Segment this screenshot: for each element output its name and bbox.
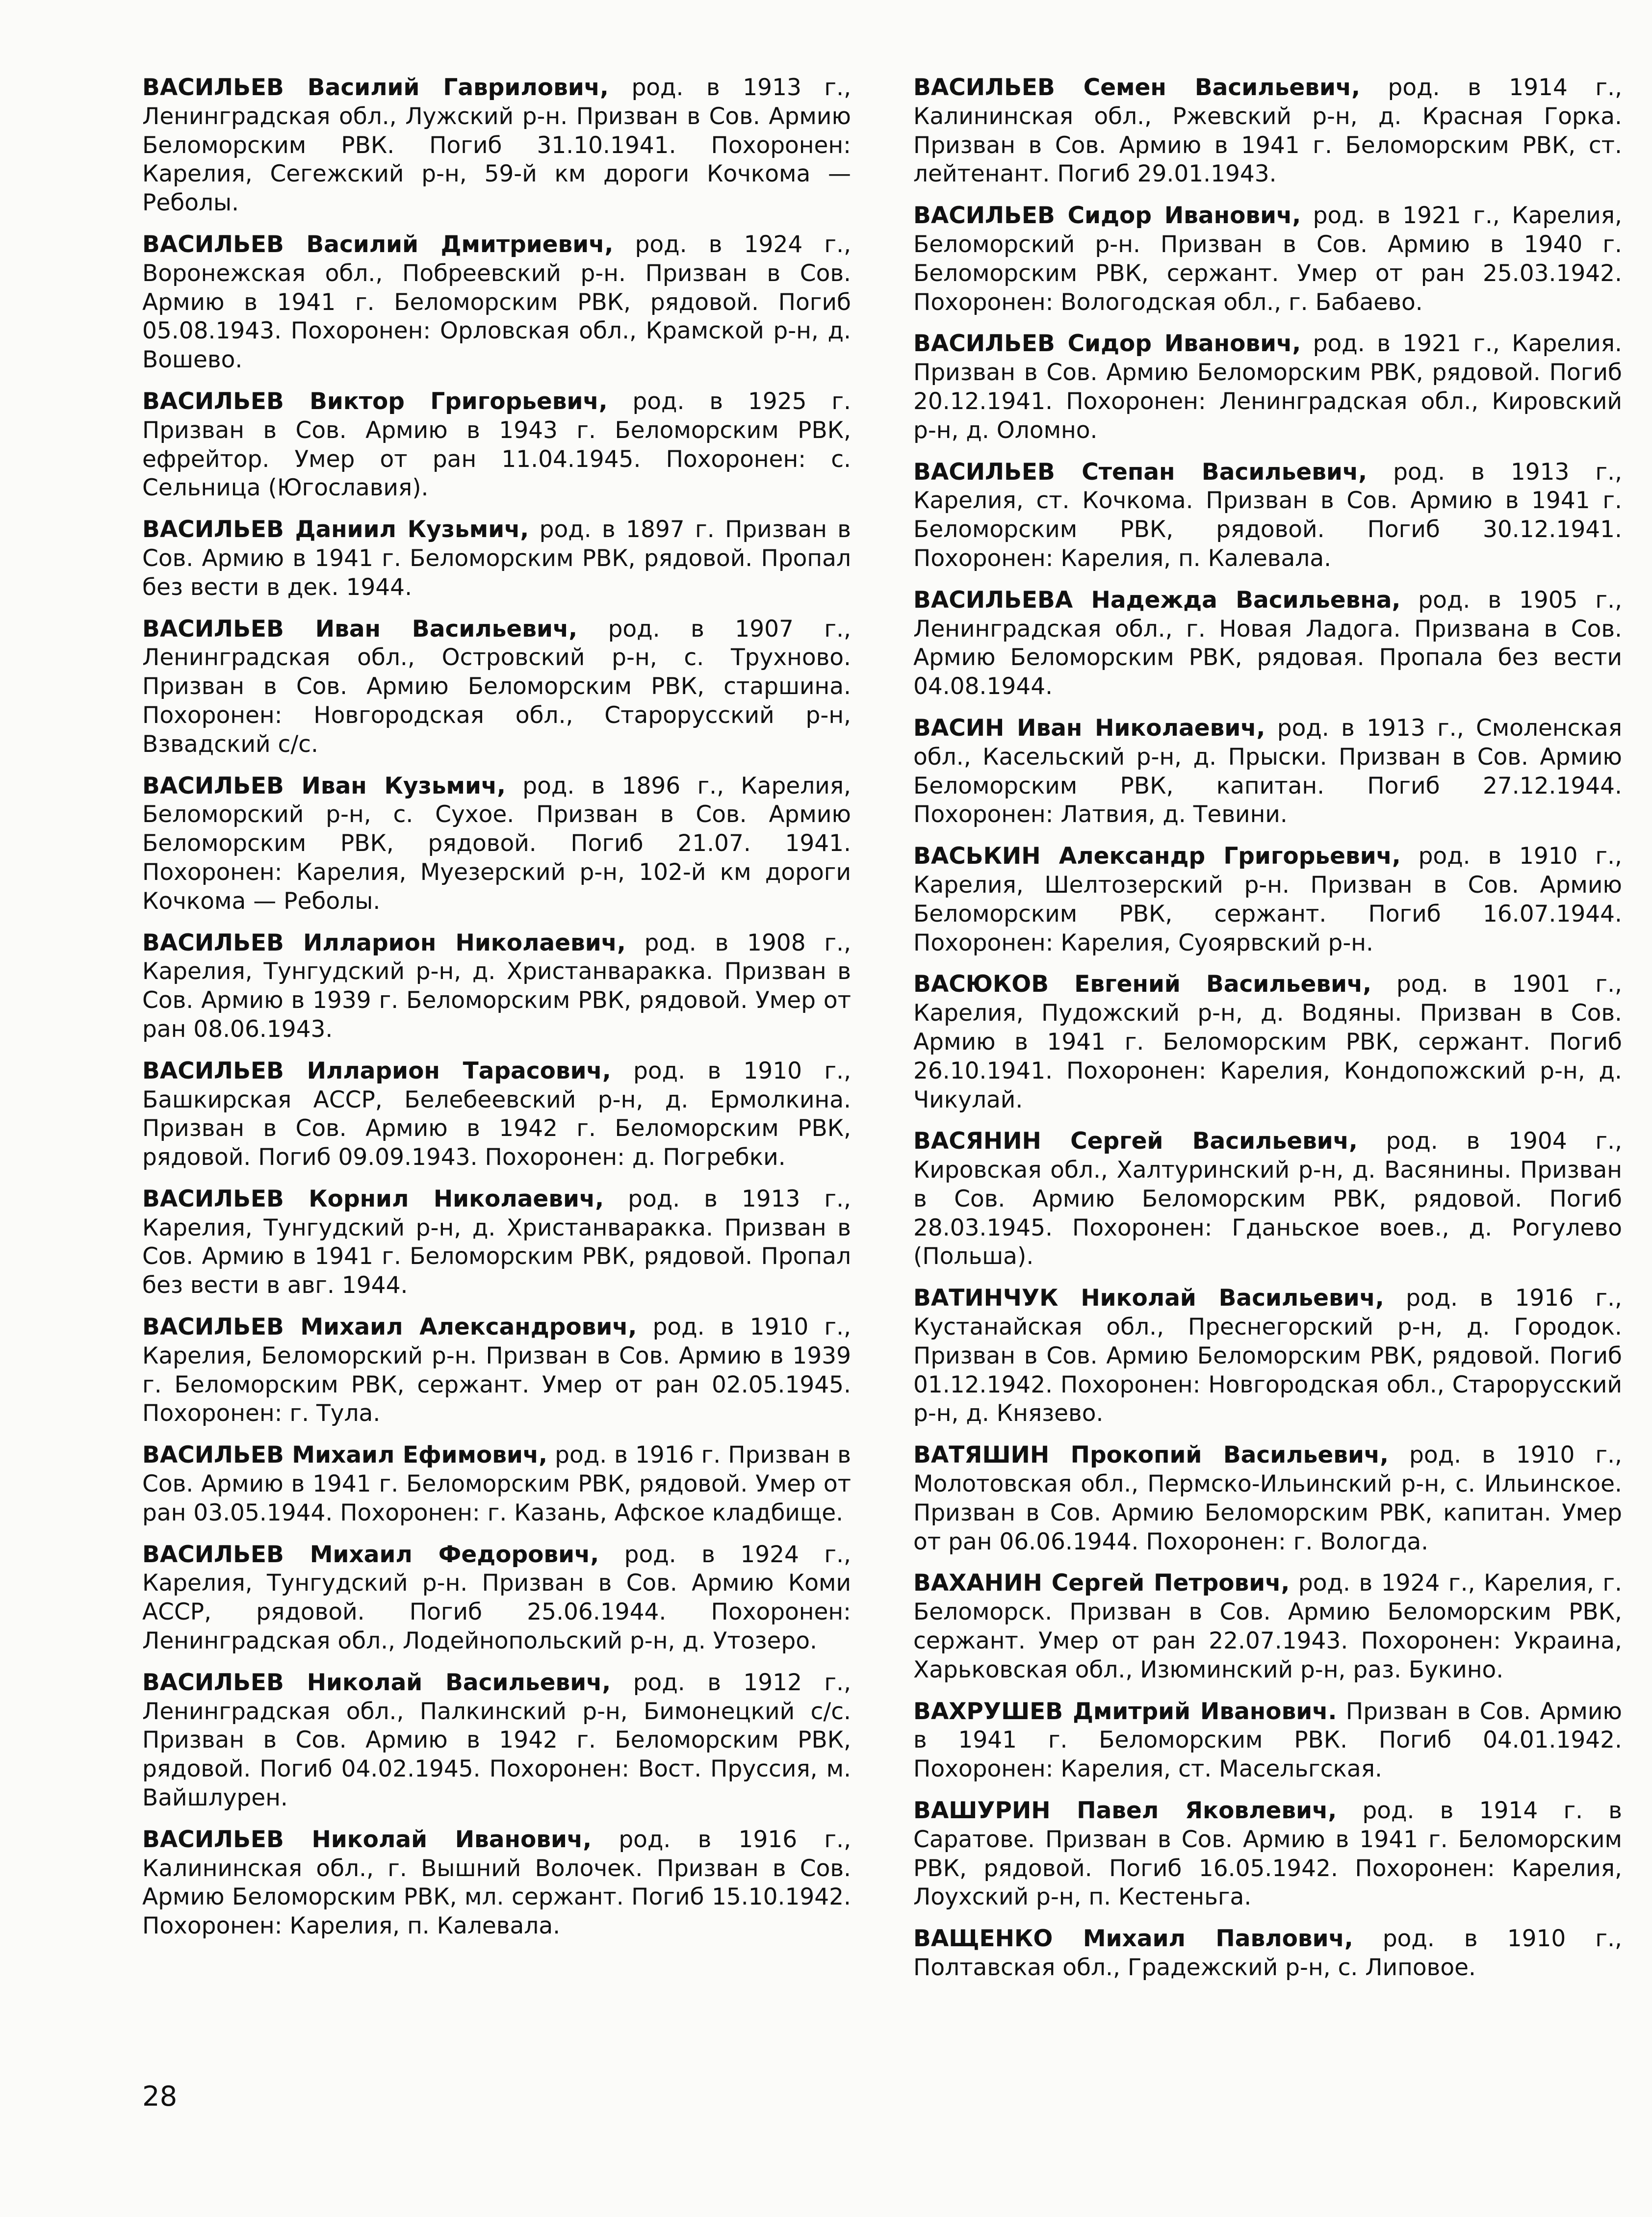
- left-column: [142, 74, 851, 1954]
- entry: [913, 1441, 1622, 1556]
- entry-details: род. в 1913 г., Карелия, Тунгудский р-н, д. Христанваракка. Призван в Сов. Армию в 1941 г. Беломорским РВК, рядовой. Пропал без вести в авг. 1944.: [142, 1185, 851, 1299]
- right-column: [913, 74, 1622, 1995]
- entry-name: ВАСИН Иван Николаевич,: [913, 714, 1265, 742]
- entry-name: ВАХРУШЕВ Дмитрий Иванович.: [913, 1698, 1337, 1725]
- entry-details: род. в 1905 г., Ленинградская обл., г. Новая Ладога. Призвана в Сов. Армию Беломорским РВК, рядовая. Пропала без вести 04.08.1944.: [913, 586, 1623, 700]
- entry-name: ВАСИЛЬЕВ Даниил Кузьмич,: [142, 516, 529, 543]
- entry: [142, 387, 851, 503]
- entry: [913, 1127, 1622, 1271]
- entry-details: род. в 1916 г., Кустанайская обл., Преснегорский р-н, д. Городок. Призван в Сов. Армию Беломорским РВК, рядовой. Погиб 01.12.1942. Похоронен: Новгородская обл., Старорусский р-н, д. Князево.: [913, 1285, 1622, 1427]
- entry: [142, 1057, 851, 1172]
- entry: [142, 516, 851, 602]
- entry-name: ВАСИЛЬЕВ Сидор Иванович,: [913, 202, 1301, 230]
- entry-details: род. в 1910 г., Карелия, Шелтозерский р-н. Призван в Сов. Армию Беломорским РВК, сержант. Погиб 16.07.1944. Похоронен: Карелия, Суоярвский р-н.: [913, 843, 1622, 956]
- entry-name: ВАСИЛЬЕВ Михаил Федорович,: [142, 1541, 599, 1568]
- entry: [913, 1925, 1622, 1983]
- entry-details: род. в 1925 г. Призван в Сов. Армию в 1943 г. Беломорским РВК, ефрейтор. Умер от ран 11.04.1945. Похоронен: с. Сельница (Югославия).: [142, 387, 851, 502]
- entry-name: ВАСИЛЬЕВ Илларион Тарасович,: [142, 1057, 611, 1084]
- entry-name: ВАСИЛЬЕВ Сидор Иванович,: [913, 330, 1301, 358]
- entry-details: род. в 1914 г. в Саратове. Призван в Сов. Армию в 1941 г. Беломорским РВК, рядовой. Погиб 16.05.1942. Похоронен: Карелия, Лоухский р-н, п. Кестеньга.: [913, 1797, 1622, 1911]
- entry: [913, 842, 1622, 957]
- entry: [913, 74, 1622, 189]
- entry: [142, 74, 851, 218]
- entry-name: ВАХАНИН Сергей Петрович,: [913, 1570, 1290, 1597]
- entry: [913, 970, 1622, 1114]
- entry-name: ВАСИЛЬЕВ Иван Васильевич,: [142, 615, 578, 643]
- entry-details: род. в 1913 г., Карелия, ст. Кочкома. Призван в Сов. Армию в 1941 г. Беломорским РВК, рядовой. Погиб 30.12.1941. Похоронен: Карелия, п. Калевала.: [913, 458, 1623, 572]
- entry-name: ВАСИЛЬЕВ Виктор Григорьевич,: [142, 387, 608, 415]
- entry: [913, 458, 1622, 573]
- entry-name: ВАСЮКОВ Евгений Васильевич,: [913, 971, 1372, 998]
- entry-details: род. в 1908 г., Карелия, Тунгудский р-н, д. Христанваракка. Призван в Сов. Армию в 1939 г. Беломорским РВК, рядовой. Умер от ран 08.06.1943.: [142, 929, 852, 1043]
- entry-details: род. в 1910 г., Башкирская АССР, Белебеевский р-н, д. Ермолкина. Призван в Сов. Армию в 1942 г. Беломорским РВК, рядовой. Погиб 09.09.1943. Похоронен: д. Погребки.: [142, 1057, 852, 1171]
- entry-name: ВАСИЛЬЕВ Илларион Николаевич,: [142, 929, 626, 956]
- entry-name: ВАСИЛЬЕВ Степан Васильевич,: [913, 458, 1368, 486]
- entry: [142, 1441, 851, 1527]
- page-number: 28: [142, 2081, 178, 2113]
- entry-name: ВАСИЛЬЕВ Корнил Николаевич,: [142, 1185, 604, 1212]
- entry-name: ВАСИЛЬЕВ Василий Дмитриевич,: [142, 231, 614, 258]
- entry-details: род. в 1914 г., Калининская обл., Ржевский р-н, д. Красная Горка. Призван в Сов. Армию в 1941 г. Беломорским РВК, ст. лейтенант. Погиб 29.01.1943.: [913, 74, 1623, 188]
- entry-details: род. в 1897 г. Призван в Сов. Армию в 1941 г. Беломорским РВК, рядовой. Пропал без вести в дек. 1944.: [142, 516, 851, 601]
- entry-details: род. в 1907 г., Ленинградская обл., Островский р-н, с. Трухново. Призван в Сов. Армию Беломорским РВК, старшина. Похоронен: Новгородская обл., Старорусский р-н, Взвадский с/с.: [142, 615, 851, 758]
- entry: [142, 1541, 851, 1656]
- entry: [142, 1826, 851, 1941]
- entry-details: род. в 1910 г., Полтавская обл., Градежский р-н, с. Липовое.: [913, 1925, 1622, 1982]
- entry-name: ВАСИЛЬЕВ Николай Иванович,: [142, 1826, 592, 1853]
- entry-details: Призван в Сов. Армию в 1941 г. Беломорским РВК. Погиб 04.01.1942. Похоронен: Карелия, ст. Масельгская.: [913, 1698, 1622, 1783]
- entry-name: ВАЩЕНКО Михаил Павлович,: [913, 1925, 1353, 1953]
- entry: [142, 231, 851, 375]
- entry-name: ВАТЯШИН Прокопий Васильевич,: [913, 1442, 1389, 1469]
- entry-details: род. в 1910 г., Карелия, Беломорский р-н. Призван в Сов. Армию в 1939 г. Беломорским РВК, сержант. Умер от ран 02.05.1945. Похоронен: г. Тула.: [142, 1314, 851, 1427]
- entry-details: род. в 1912 г., Ленинградская обл., Палкинский р-н, Бимонецкий с/с. Призван в Сов. Армию в 1942 г. Беломорским РВК, рядовой. Погиб 04.02.1945. Похоронен: Вост. Пруссия, м. Вайшлурен.: [142, 1669, 852, 1812]
- entry-name: ВАСИЛЬЕВА Надежда Васильевна,: [913, 586, 1401, 614]
- entry-details: род. в 1916 г., Калининская обл., г. Вышний Волочек. Призван в Сов. Армию Беломорским РВК, мл. сержант. Погиб 15.10.1942. Похоронен: Карелия, п. Калевала.: [142, 1826, 852, 1940]
- entry-details: род. в 1901 г., Карелия, Пудожский р-н, д. Водяны. Призван в Сов. Армию в 1941 г. Беломорским РВК, сержант. Погиб 26.10.1941. Похоронен: Карелия, Кондопожский р-н, д. Чикулай.: [913, 971, 1622, 1113]
- entry-details: род. в 1921 г., Карелия. Призван в Сов. Армию Беломорским РВК, рядовой. Погиб 20.12.1941. Похоронен: Ленинградская обл., Кировский р-н, д. Оломно.: [913, 330, 1622, 444]
- entry: [913, 330, 1622, 445]
- entry: [913, 1284, 1622, 1428]
- entry-name: ВАТИНЧУК Николай Васильевич,: [913, 1285, 1384, 1312]
- entry: [142, 929, 851, 1044]
- entry: [142, 615, 851, 759]
- entry-name: ВАСЯНИН Сергей Васильевич,: [913, 1128, 1358, 1155]
- entry-details: род. в 1913 г., Ленинградская обл., Лужский р-н. Призван в Сов. Армию Беломорским РВК. Погиб 31.10.1941. Похоронен: Карелия, Сегежский р-н, 59-й км дороги Кочкома — Реболы.: [142, 74, 852, 217]
- entry: [913, 714, 1622, 829]
- entry: [913, 1797, 1622, 1912]
- entry: [913, 1569, 1622, 1684]
- entry-name: ВАСИЛЬЕВ Семен Васильевич,: [913, 74, 1360, 101]
- entry: [142, 1313, 851, 1428]
- entry-name: ВАСИЛЬЕВ Николай Васильевич,: [142, 1669, 611, 1696]
- entry-details: род. в 1921 г., Карелия, Беломорский р-н. Призван в Сов. Армию в 1940 г. Беломорским РВК, сержант. Умер от ран 25.03.1942. Похоронен: Вологодская обл., г. Бабаево.: [913, 202, 1622, 316]
- entry-details: род. в 1924 г., Карелия, Тунгудский р-н. Призван в Сов. Армию Коми АССР, рядовой. Погиб 25.06.1944. Похоронен: Ленинградская обл., Лодейнопольский р-н, д. Утозеро.: [142, 1541, 851, 1655]
- entry: [913, 202, 1622, 317]
- entry-details: род. в 1910 г., Молотовская обл., Пермско-Ильинский р-н, с. Ильинское. Призван в Сов. Армию Беломорским РВК, капитан. Умер от ран 06.06.1944. Похоронен: г. Вологда.: [913, 1442, 1622, 1555]
- entry-name: ВАСИЛЬЕВ Михаил Александрович,: [142, 1314, 637, 1341]
- entry-details: род. в 1924 г., Карелия, г. Беломорск. Призван в Сов. Армию Беломорским РВК, сержант. Умер от ран 22.07.1943. Похоронен: Украина, Харьковская обл., Изюминский р-н, раз. Букино.: [913, 1570, 1622, 1683]
- entry: [142, 772, 851, 916]
- entry-name: ВАШУРИН Павел Яковлевич,: [913, 1797, 1337, 1825]
- entry-name: ВАСИЛЬЕВ Василий Гаврилович,: [142, 74, 609, 101]
- entry-details: род. в 1913 г., Смоленская обл., Касельский р-н, д. Прыски. Призван в Сов. Армию Беломорским РВК, капитан. Погиб 27.12.1944. Похоронен: Латвия, д. Тевини.: [913, 714, 1622, 828]
- entry-details: род. в 1924 г., Воронежская обл., Побреевский р-н. Призван в Сов. Армию в 1941 г. Беломорским РВК, рядовой. Погиб 05.08.1943. Похоронен: Орловская обл., Крамской р-н, д. Вошево.: [142, 231, 852, 374]
- entry-name: ВАСИЛЬЕВ Иван Кузьмич,: [142, 772, 506, 799]
- entry-name: ВАСИЛЬЕВ Михаил Ефимович,: [142, 1442, 548, 1469]
- entry-details: род. в 1916 г. Призван в Сов. Армию в 1941 г. Беломорским РВК, рядовой. Умер от ран 03.05.1944. Похоронен: г. Казань, Афское кладбище.: [142, 1442, 851, 1526]
- entry: [142, 1185, 851, 1300]
- entry: [142, 1669, 851, 1813]
- entry: [913, 1698, 1622, 1784]
- entry-details: род. в 1896 г., Карелия, Беломорский р-н, с. Сухое. Призван в Сов. Армию Беломорским РВК, рядовой. Погиб 21.07. 1941. Похоронен: Карелия, Муезерский р-н, 102-й км дороги Кочкома — Реболы.: [142, 772, 851, 915]
- entry: [913, 586, 1622, 701]
- entry-name: ВАСЬКИН Александр Григорьевич,: [913, 843, 1401, 870]
- entry-details: род. в 1904 г., Кировская обл., Халтуринский р-н, д. Васянины. Призван в Сов. Армию Беломорским РВК, рядовой. Погиб 28.03.1945. Похоронен: Гданьское воев., д. Рогулево (Польша).: [913, 1128, 1623, 1270]
